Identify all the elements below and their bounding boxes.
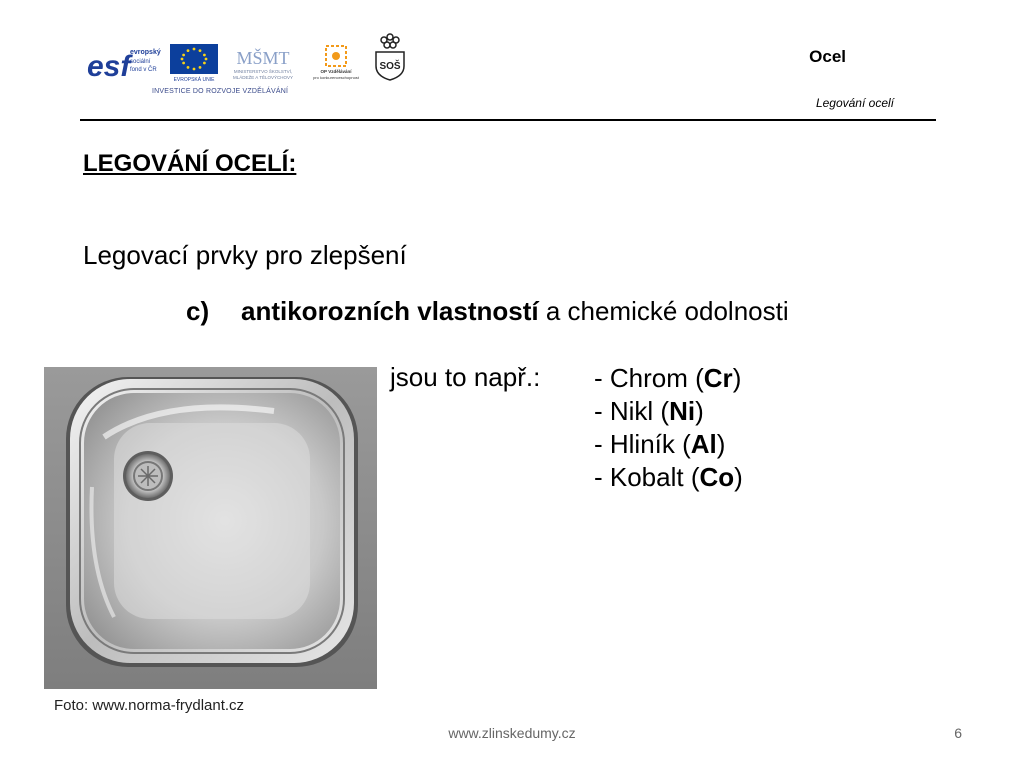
sos-crest-logo <box>368 32 412 82</box>
esf-line-2: sociální <box>130 59 151 65</box>
esf-logo <box>86 44 166 82</box>
element-prefix: - Chrom ( <box>594 363 704 393</box>
sos-mark: SOŠ <box>379 61 401 72</box>
element-prefix: - Hliník ( <box>594 429 691 459</box>
msmt-line-1: MINISTERSTVO ŠKOLSTVÍ, <box>233 69 293 74</box>
element-symbol: Ni <box>669 396 696 426</box>
slide-heading: LEGOVÁNÍ OCELÍ: <box>83 150 297 177</box>
msmt-line-2: MLÁDEŽE A TĚLOVÝCHOVY <box>233 75 293 80</box>
investment-tagline: INVESTICE DO ROZVOJE VZDĚLÁVÁNÍ <box>152 88 289 95</box>
item-c-rest: a chemické odolnosti <box>538 296 789 326</box>
msmt-logo <box>222 42 304 82</box>
element-suffix: ) <box>732 363 742 393</box>
element-list <box>594 362 743 494</box>
op-line-1: OP Vzdělávání <box>320 69 352 74</box>
stainless-sink-photo <box>44 367 377 689</box>
element-suffix: ) <box>734 462 743 492</box>
element-prefix: - Nikl ( <box>594 396 670 426</box>
msmt-mark: MŠMT <box>236 48 290 68</box>
element-symbol: Co <box>699 462 735 492</box>
header-subtitle: Legování ocelí <box>815 96 894 110</box>
item-c-bold: antikorozních vlastností <box>241 296 539 326</box>
eu-flag-logo <box>170 44 218 82</box>
footer-url: www.zlinskedumy.cz <box>448 725 576 741</box>
item-c-text <box>241 296 789 327</box>
list-item <box>594 428 743 461</box>
op-logo <box>308 44 364 82</box>
element-symbol: Cr <box>703 363 733 393</box>
esf-mark: esf <box>87 50 131 82</box>
header-divider <box>80 119 936 121</box>
element-symbol: Al <box>690 429 717 459</box>
examples-lead: jsou to např.: <box>390 362 541 392</box>
list-item <box>594 395 743 428</box>
item-c-letter: c) <box>186 296 210 326</box>
element-prefix: - Kobalt ( <box>594 462 700 492</box>
element-suffix: ) <box>716 429 726 459</box>
op-line-2: pro konkurenceschopnost <box>313 75 359 80</box>
eu-label: EVROPSKÁ UNIE <box>173 77 215 82</box>
photo-caption: Foto: www.norma-frydlant.cz <box>54 697 245 714</box>
element-suffix: ) <box>695 396 704 426</box>
list-item <box>594 362 743 395</box>
intro-text: Legovací prvky pro zlepšení <box>83 240 407 270</box>
esf-line-3: fond v ČR <box>130 67 157 73</box>
page-number: 6 <box>954 725 962 741</box>
list-item <box>594 461 743 494</box>
header-title: Ocel <box>809 47 846 66</box>
esf-line-1: evropský <box>130 49 161 56</box>
